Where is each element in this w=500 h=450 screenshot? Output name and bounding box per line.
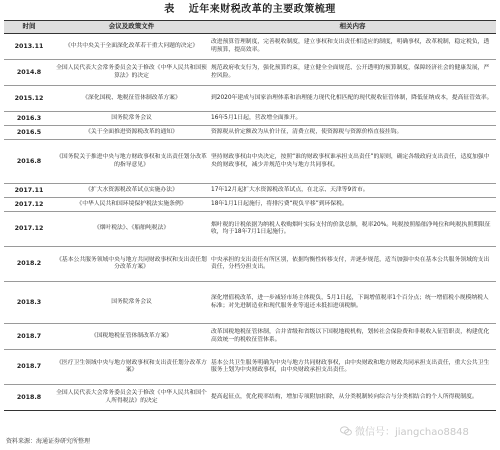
- table-row: [4, 112, 496, 126]
- cell-doc: 《国税地税征管体制改革方案》: [54, 324, 209, 350]
- table-row: [4, 60, 496, 86]
- cell-doc: 《国务院关于推进中央与地方财政事权和支出责任划分改革的指导意见》: [54, 140, 209, 184]
- table-row: [4, 126, 496, 140]
- cell-time: 2016.5: [4, 126, 54, 140]
- table-row: [4, 212, 496, 247]
- table-row: [4, 86, 496, 112]
- table-row: [4, 282, 496, 324]
- cell-content: 资源税从价定额改为从价计征，清费立税，使资源税与资源价格直接挂钩。: [209, 126, 496, 140]
- cell-time: 2018.7: [4, 324, 54, 350]
- cell-time: 2017.11: [4, 184, 54, 198]
- cell-time: 2017.12: [4, 212, 54, 247]
- cell-doc: 国务院常务会议: [54, 282, 209, 324]
- cell-content: 到2020年建成与国家治理体系和治理能力现代化相匹配的现代税收征管体制，降低征纳成本，提高征管效率。: [209, 86, 496, 112]
- cell-time: 2018.2: [4, 247, 54, 282]
- header-row: [4, 21, 496, 34]
- cell-doc: 国务院常务会议: [54, 112, 209, 126]
- cell-doc: 《关于全面推进资源税改革的通知》: [54, 126, 209, 140]
- table-row: [4, 350, 496, 385]
- cell-doc: 全国人民代表大会常务委员会关于修改《中华人民共和国个人所得税法》的决定: [54, 385, 209, 411]
- table-row: [4, 324, 496, 350]
- header-time: 时间: [4, 21, 54, 34]
- cell-doc: 《扩大水资源税改革试点实施办法》: [54, 184, 209, 198]
- cell-doc: 全国人民代表大会常务委员会关于修改《中华人民共和国预算法》的决定: [54, 60, 209, 86]
- cell-time: 2016.8: [4, 140, 54, 184]
- cell-content: 规范政府收支行为，强化预算约束，建立健全全面规范、公开透明的预算制度，保障经济社会的健康发展，严控风险。: [209, 60, 496, 86]
- wechat-watermark: [340, 423, 469, 438]
- cell-time: 2013.11: [4, 34, 54, 60]
- cell-time: 2018.7: [4, 350, 54, 385]
- cell-doc: 《医疗卫生领域中央与地方财政事权和支出责任划分改革方案》: [54, 350, 209, 385]
- table-header: [4, 21, 496, 34]
- cell-time: 2015.12: [4, 86, 54, 112]
- header-doc: 会议及政策文件: [54, 21, 209, 34]
- table-title-label: 表: [164, 4, 175, 15]
- table-row: [4, 140, 496, 184]
- cell-content: 改革国税地税征管体制，合并省级和省级以下国税地税机构，划转社会保险费和非税收入征管职责，构建优化高效统一的税收征管体系。: [209, 324, 496, 350]
- table-title: [0, 3, 500, 17]
- cell-content: 深化增值税改革，进一步减轻市场主体税负，5月1日起，下调增值税率1个百分点；统一增值税小规模纳税人标准；对先进制造业和现代服务业等退还未抵扣进项税额。: [209, 282, 496, 324]
- policy-table: [4, 20, 496, 411]
- cell-content: 中央承担的支出责任有所区别，依据均衡性转移支付，并逐步规范，适当加强中央在基本公共服务领域的支出责任，分档分担支出。: [209, 247, 496, 282]
- cell-doc: 《基本公共服务领域中央与地方共同财政事权和支出责任划分改革方案》: [54, 247, 209, 282]
- cell-content: 提高起征点，优化税率结构，增加专项附加扣除，从分类税制转向综合与分类相结合的个人所得税制度。: [209, 385, 496, 411]
- wechat-icon: [340, 426, 352, 436]
- table-title-text: 近年来财税改革的主要政策梳理: [188, 4, 336, 15]
- cell-time: 2018.8: [4, 385, 54, 411]
- cell-time: 2017.12: [4, 198, 54, 212]
- cell-content: 坚持财政事权由中央决定，按照“谁的财政事权谁承担支出责任”的原则，确定各级政府支出责任，适度加强中央的财政事权，减少并规范中央与地方共同事权。: [209, 140, 496, 184]
- cell-time: 2014.8: [4, 60, 54, 86]
- table-row: [4, 198, 496, 212]
- table-row: [4, 184, 496, 198]
- table-row: [4, 247, 496, 282]
- cell-doc: 《中华人民共和国环境保护税法实施条例》: [54, 198, 209, 212]
- table-row: [4, 34, 496, 60]
- source-note: 资料来源：海通证券研究所整理: [6, 438, 91, 445]
- cell-content: 16年5月1日起，营改增全面推开。: [209, 112, 496, 126]
- cell-time: 2018.3: [4, 282, 54, 324]
- header-content: 相关内容: [209, 21, 496, 34]
- watermark-text: 微信号：jiangchao8848: [355, 427, 469, 438]
- cell-content: 改进预算管理制度，完善税收制度，建立事权和支出责任相适应的制度，明确事权，改革税制，稳定税负，透明预算，提高效率。: [209, 34, 496, 60]
- table-row: [4, 385, 496, 411]
- cell-time: 2016.3: [4, 112, 54, 126]
- cell-content: 18年1月1日起施行，将排污费“税负平移”到环保税。: [209, 198, 496, 212]
- cell-content: 基本公共卫生服务明确为中央与地方共同财政事权，由中央财政和地方财政共同承担支出责任，重大公共卫生服务上划为中央财政事权，由中央财政承担支出责任。: [209, 350, 496, 385]
- cell-doc: 《中共中央关于全面深化改革若干重大问题的决定》: [54, 34, 209, 60]
- cell-doc: 《深化国税、地税征管体制改革方案》: [54, 86, 209, 112]
- cell-content: 烟叶税的计税依据为纳税人收购烟叶实际支付的价款总额，税率20%。吨税按照船舶净吨位和吨税执照期限征收，均于18年7月1日起施行。: [209, 212, 496, 247]
- cell-doc: 《烟叶税法》、《船舶吨税法》: [54, 212, 209, 247]
- table-body: [4, 34, 496, 411]
- cell-content: 17年12月起扩大水资源税改革试点，在北京、天津等9省市。: [209, 184, 496, 198]
